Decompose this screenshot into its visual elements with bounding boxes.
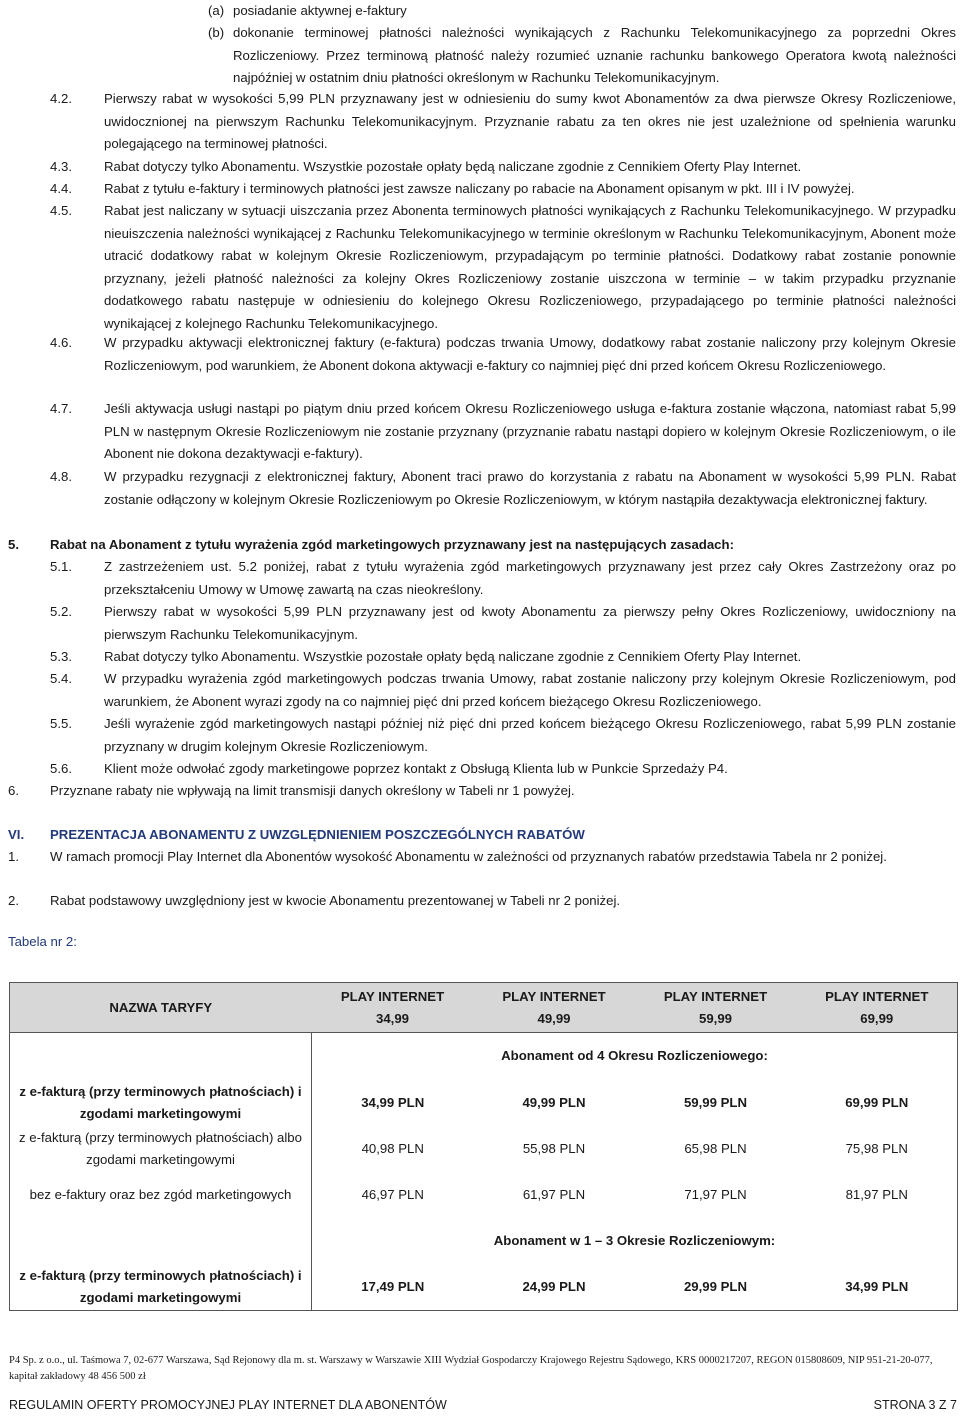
clause-number: 4.2. (50, 91, 72, 106)
price-cell: 34,99 PLN (797, 1265, 958, 1311)
plan-price: 59,99 (698, 1010, 732, 1026)
price-cell: 69,99 PLN (797, 1080, 958, 1126)
clause-text: W przypadku aktywacji elektronicznej faktury (e-faktura) podczas trwania Umowy, dodatkowy rabat zostanie naliczony przy kolejnym Okresie Rozliczeniowym, pod warunkiem, że Abonent dokona aktywacji e-faktury co najmniej pięć dni przed końcem Okresu Rozliczeniowego. (104, 335, 956, 373)
price-cell: 75,98 PLN (797, 1126, 958, 1172)
row-label: bez e-faktury oraz bez zgód marketingowych (10, 1172, 312, 1218)
page-footer (9, 1398, 957, 1412)
tariff-table (9, 982, 958, 1311)
plan-name: PLAY INTERNET (663, 988, 768, 1004)
clause-4-3 (50, 156, 956, 179)
table-caption: Tabela nr 2: (8, 934, 77, 949)
list-item-number: (a) (208, 3, 225, 18)
clause-text: Klient może odwołać zgody marketingowe poprzez kontakt z Obsługą Klienta lub w Punkcie Sprzedaży P4. (104, 761, 728, 776)
clause-number: 5.3. (50, 649, 72, 664)
section-number: 5. (8, 537, 19, 552)
clause-text: W przypadku wyrażenia zgód marketingowych podczas trwania Umowy, rabat zostanie naliczony przy kolejnym Okresie Rozliczeniowym, pod warunkiem, że Abonent wyrazi zgody na co najmniej pięć dni przed końcem bieżącego Okresu Rozliczeniowego. (104, 671, 956, 709)
price-cell: 55,98 PLN (522, 1140, 586, 1156)
price-cell: 71,97 PLN (684, 1186, 747, 1202)
item-text: Rabat podstawowy uwzględniony jest w kwocie Abonamentu prezentowanej w Tabeli nr 2 poniżej. (50, 893, 621, 908)
clause-text: W przypadku rezygnacji z elektronicznej faktury, Abonent traci prawo do korzystania z rabatu na Abonament w wysokości 5,99 PLN. Rabat zostanie odłączony w kolejnym Okresie Rozliczeniowym po Okresie Rozliczeniowym, w którym nastąpiła dezaktywacja elektronicznej faktury. (104, 469, 956, 507)
table-cell-empty (10, 1218, 312, 1265)
clause-5-4 (50, 668, 956, 713)
clause-number: 5.4. (50, 671, 72, 686)
clause-number: 5.6. (50, 761, 72, 776)
plan-header (797, 983, 958, 1033)
section-number: 6. (8, 783, 19, 798)
list-item-number: (b) (208, 25, 225, 40)
clause-text: Rabat dotyczy tylko Abonamentu. Wszystkie pozostałe opłaty będą naliczane zgodnie z Cennikiem Oferty Play Internet. (104, 159, 802, 174)
section-label-1to3: Abonament w 1 – 3 Okresie Rozliczeniowym: (312, 1218, 958, 1265)
price-cell: 24,99 PLN (474, 1265, 635, 1311)
company-legal-info: P4 Sp. z o.o., ul. Taśmowa 7, 02-677 Warszawa, Sąd Rejonowy dla m. st. Warszawy w Warszawie XIII Wydział Gospodarczy Krajowego Rejestru Sądowego, KRS 0000217207, REGON 015808609, NIP 951-21-20-077, kapitał zakładowy 48 456 500 zł (9, 1355, 933, 1382)
plan-name: PLAY INTERNET (340, 988, 445, 1004)
list-item-text: dokonanie terminowej płatności należności wynikających z Rachunku Telekomunikacyjnego za poprzedni Okres Rozliczeniowy. Przez terminową płatność należy rozumieć uznanie rachunku bankowego Operatora kwotą należności najpóźniej w ostatnim dniu płatności określonym w Rachunku Telekomunikacyjnym. (233, 25, 956, 85)
row-label: z e-fakturą (przy terminowych płatnościach) i zgodami marketingowymi (10, 1080, 312, 1126)
list-item-text: posiadanie aktywnej e-faktury (233, 3, 407, 18)
clause-number: 5.1. (50, 559, 72, 574)
tariff-name-header: NAZWA TARYFY (10, 983, 312, 1033)
table-section-row (10, 1218, 958, 1265)
table-row (10, 1265, 958, 1311)
list-item-b (208, 22, 956, 90)
section-text: Przyznane rabaty nie wpływają na limit transmisji danych określony w Tabeli nr 1 powyżej. (50, 783, 575, 798)
clause-4-2 (50, 88, 956, 156)
clause-text: Z zastrzeżeniem ust. 5.2 poniżej, rabat z tytułu wyrażenia zgód marketingowych przyznawany jest przez cały Okres Zastrzeżony oraz po przekształceniu Umowy w Umowę zawartą na czas nieokreślony. (104, 559, 956, 597)
section-title: Rabat na Abonament z tytułu wyrażenia zgód marketingowych przyznawany jest na następujących zasadach: (50, 537, 734, 552)
price-cell: 46,97 PLN (361, 1186, 424, 1202)
clause-5-1 (50, 556, 956, 601)
clause-text: Jeśli aktywacja usługi nastąpi po piątym dniu przed końcem Okresu Rozliczeniowego usługa e-faktura zostanie włączona, natomiast rabat 5,99 PLN w następnym Okresie Rozliczeniowym nie zostanie przyznany (przyznanie rabatu nastąpi dopiero w kolejnym Okresie Rozliczeniowym, o ile Abonent nie dokona dezaktywacji e-faktury). (104, 401, 956, 461)
chapter-title: PREZENTACJA ABONAMENTU Z UWZGLĘDNIENIEM POSZCZEGÓLNYCH RABATÓW (50, 827, 585, 842)
chapter-6-item-2 (8, 890, 956, 913)
plan-name: PLAY INTERNET (825, 988, 929, 1004)
clause-text: Rabat jest naliczany w sytuacji uiszczania przez Abonenta terminowych płatności wynikających z Rachunku Telekomunikacyjnego. W przypadku nieuiszczenia należności wynikającej z Rachunku Telekomunikacyjnego w terminie określonym w Rachunku Telekomunikacyjnym, Abonent może utracić dodatkowy rabat w kolejnym Okresie Rozliczeniowym, przypadającym po terminie płatności. Dodatkowy rabat zostanie ponownie przyznany, jeżeli płatność należności za kolejny Okres Rozliczeniowy zostanie uiszczona w terminie – w takim przypadku przyznanie dodatkowego rabatu następuje w odniesieniu do kolejnego Okresu Rozliczeniowego, przypadającego po terminie płatności należności wynikającej z kolejnego Rachunku Telekomunikacyjnego. (104, 203, 956, 331)
clause-text: Pierwszy rabat w wysokości 5,99 PLN przyznawany jest od kwoty Abonamentu za pierwszy pełny Okres Rozliczeniowy, uwidoczniony na pierwszym Rachunku Telekomunikacyjnym. (104, 604, 956, 642)
clause-4-5 (50, 200, 956, 335)
chapter-number: VI. (8, 827, 25, 842)
clause-5-6 (50, 758, 956, 781)
section-6 (8, 780, 956, 803)
clause-text: Pierwszy rabat w wysokości 5,99 PLN przyznawany jest w odniesieniu do sumy kwot Abonamentów za dwa pierwsze Okresy Rozliczeniowe, uwidocznionej na pierwszym Rachunku Telekomunikacyjnym. Przyznanie rabatu za ten okres nie jest uzależnione od spełnienia warunku polegającego na terminowej płatności. (104, 91, 956, 151)
plan-name: PLAY INTERNET (502, 988, 606, 1004)
clause-number: 4.4. (50, 181, 72, 196)
plan-price: 34,99 (375, 1010, 409, 1026)
row-label: z e-fakturą (przy terminowych płatnościach) albo zgodami marketingowymi (10, 1126, 312, 1172)
chapter-6-heading (8, 824, 956, 847)
price-cell: 61,97 PLN (522, 1186, 586, 1202)
table-row (10, 1080, 958, 1126)
clause-text: Rabat z tytułu e-faktury i terminowych płatności jest zawsze naliczany po rabacie na Abonament opisanym w pkt. III i IV powyżej. (104, 181, 855, 196)
clause-number: 5.5. (50, 716, 72, 731)
chapter-6-item-1 (8, 846, 956, 869)
list-item-a (208, 0, 956, 23)
clause-5-5 (50, 713, 956, 758)
section-label-from4: Abonament od 4 Okresu Rozliczeniowego: (312, 1033, 958, 1080)
clause-number: 4.6. (50, 335, 72, 350)
row-label: z e-fakturą (przy terminowych płatnościach) i zgodami marketingowymi (10, 1265, 312, 1311)
price-cell: 59,99 PLN (683, 1094, 748, 1110)
section-5-heading (8, 534, 956, 557)
price-cell: 65,98 PLN (684, 1140, 747, 1156)
plan-price: 69,99 (860, 1010, 894, 1026)
clause-number: 5.2. (50, 604, 72, 619)
price-cell: 34,99 PLN (361, 1094, 425, 1110)
clause-number: 4.3. (50, 159, 72, 174)
clause-number: 4.8. (50, 469, 72, 484)
table-cell-empty (10, 1033, 312, 1080)
clause-number: 4.7. (50, 401, 72, 416)
plan-header (635, 983, 797, 1033)
table-section-row (10, 1033, 958, 1080)
plan-price: 49,99 (537, 1010, 571, 1026)
table-header-row (10, 983, 958, 1033)
item-number: 2. (8, 893, 19, 908)
clause-number: 4.5. (50, 203, 72, 218)
clause-5-3 (50, 646, 956, 669)
price-cell: 40,98 PLN (361, 1140, 424, 1156)
page-number: STRONA 3 Z 7 (873, 1398, 957, 1412)
table-row (10, 1172, 958, 1218)
price-cell: 81,97 PLN (797, 1172, 958, 1218)
price-cell: 29,99 PLN (635, 1265, 797, 1311)
clause-4-6 (50, 332, 956, 377)
item-number: 1. (8, 849, 19, 864)
clause-4-8 (50, 466, 956, 511)
clause-4-4 (50, 178, 956, 201)
plan-header (474, 983, 635, 1033)
table-row (10, 1126, 958, 1172)
document-title: REGULAMIN OFERTY PROMOCYJNEJ PLAY INTERNET DLA ABONENTÓW (9, 1398, 447, 1412)
clause-text: Rabat dotyczy tylko Abonamentu. Wszystkie pozostałe opłaty będą naliczane zgodnie z Cennikiem Oferty Play Internet. (104, 649, 802, 664)
price-cell: 49,99 PLN (522, 1094, 586, 1110)
clause-4-7 (50, 398, 956, 466)
clause-5-2 (50, 601, 956, 646)
plan-header (312, 983, 474, 1033)
clause-text: Jeśli wyrażenie zgód marketingowych nastąpi później niż pięć dni przed końcem bieżącego Okresu Rozliczeniowego, rabat 5,99 PLN zostanie przyznany w drugim kolejnym Okresie Rozliczeniowym. (104, 716, 956, 754)
item-text: W ramach promocji Play Internet dla Abonentów wysokość Abonamentu w zależności od przyznanych rabatów przedstawia Tabela nr 2 poniżej. (50, 849, 887, 864)
price-cell: 17,49 PLN (312, 1265, 474, 1311)
